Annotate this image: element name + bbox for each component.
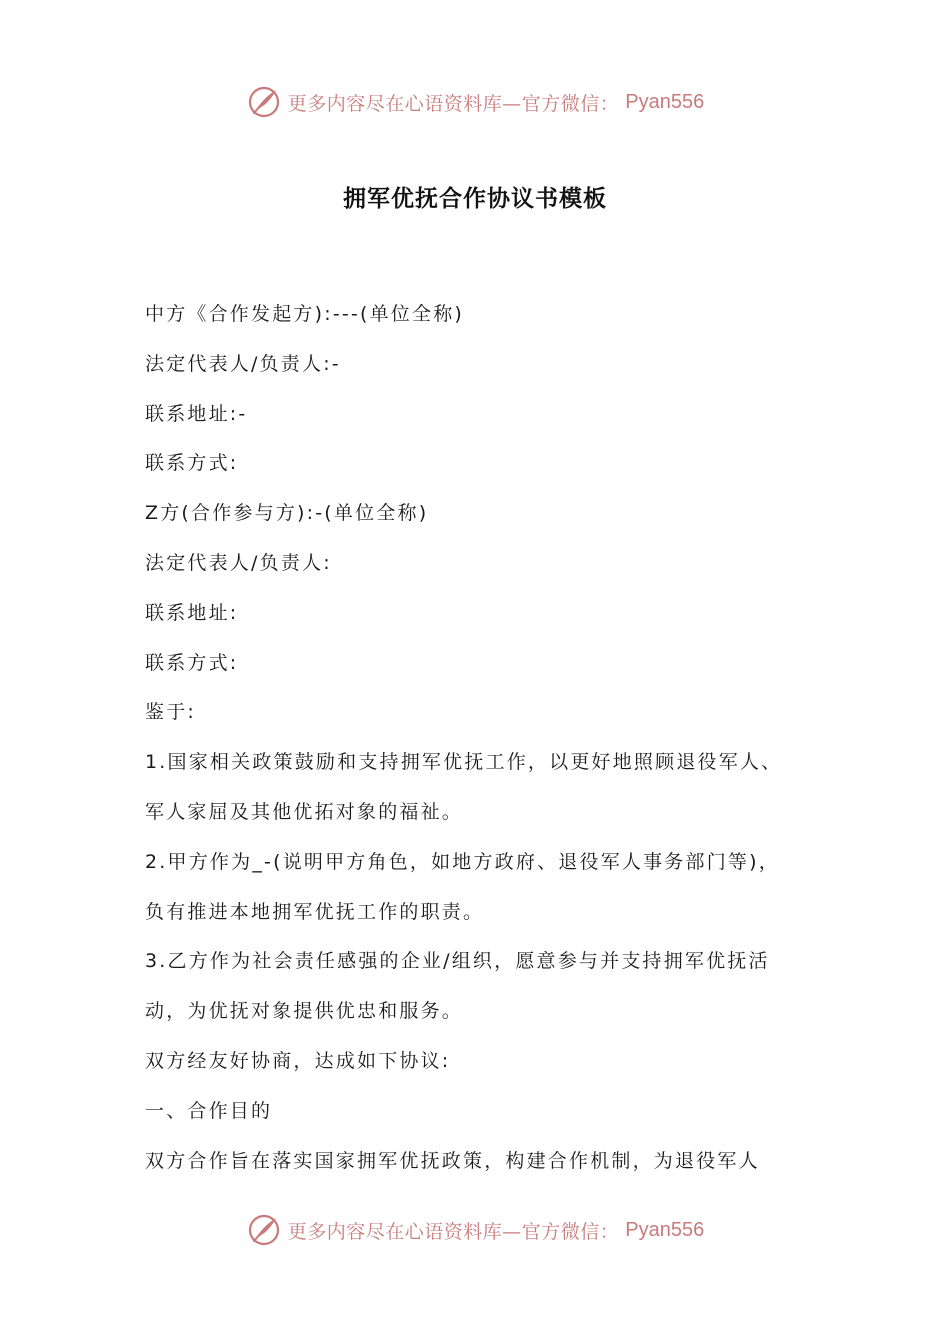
body-line: 法定代表人/负责人:	[145, 551, 332, 574]
section-heading: 一、合作目的	[145, 1099, 273, 1122]
body-line: 负有推进本地拥军优抚工作的职责。	[145, 900, 485, 923]
body-line: 动，为优抚对象提供优忠和服务。	[145, 1000, 464, 1023]
watermark-text: 更多内容尽在心语资料库—官方微信：	[287, 92, 620, 115]
quill-pen-icon	[246, 84, 282, 120]
body-line: 鉴于:	[145, 701, 197, 724]
document-title: 拥军优抚合作协议书模板	[343, 186, 607, 212]
header-watermark	[0, 84, 950, 120]
body-line: Z方(合作参与方):-(单位全称)	[145, 502, 429, 525]
body-line: 3.乙方作为社会责任感强的企业/组织，愿意参与并支持拥军优抚活	[145, 950, 770, 973]
body-line: 法定代表人/负责人:-	[145, 352, 341, 375]
body-line: 2.甲方作为_-(说明甲方角色，如地方政府、退役军人事务部门等)，	[145, 850, 780, 873]
quill-pen-icon	[246, 1212, 282, 1248]
document-body	[145, 290, 835, 1186]
body-line: 中方《合作发起方):---(单位全称)	[145, 303, 465, 325]
body-line: 联系方式:	[145, 651, 239, 674]
watermark-wechat-id: Pyan556	[625, 90, 705, 113]
body-line: 军人家屈及其他优拓对象的福祉。	[145, 800, 464, 823]
body-line: 1.国家相关政策鼓励和支持拥军优抚工作，以更好地照顾退役军人、	[145, 751, 783, 774]
body-line: 联系地址:-	[145, 402, 248, 425]
watermark-text: 更多内容尽在心语资料库—官方微信：	[287, 1220, 620, 1243]
body-line: 双方经友好协商，达成如下协议:	[145, 1049, 451, 1072]
body-line: 联系地址:	[145, 601, 239, 624]
footer-watermark	[0, 1212, 950, 1248]
watermark-wechat-id: Pyan556	[625, 1218, 705, 1241]
body-line: 联系方式:	[145, 452, 239, 475]
body-line: 双方合作旨在落实国家拥军优抚政策，构建合作机制，为退役军人	[145, 1149, 760, 1172]
